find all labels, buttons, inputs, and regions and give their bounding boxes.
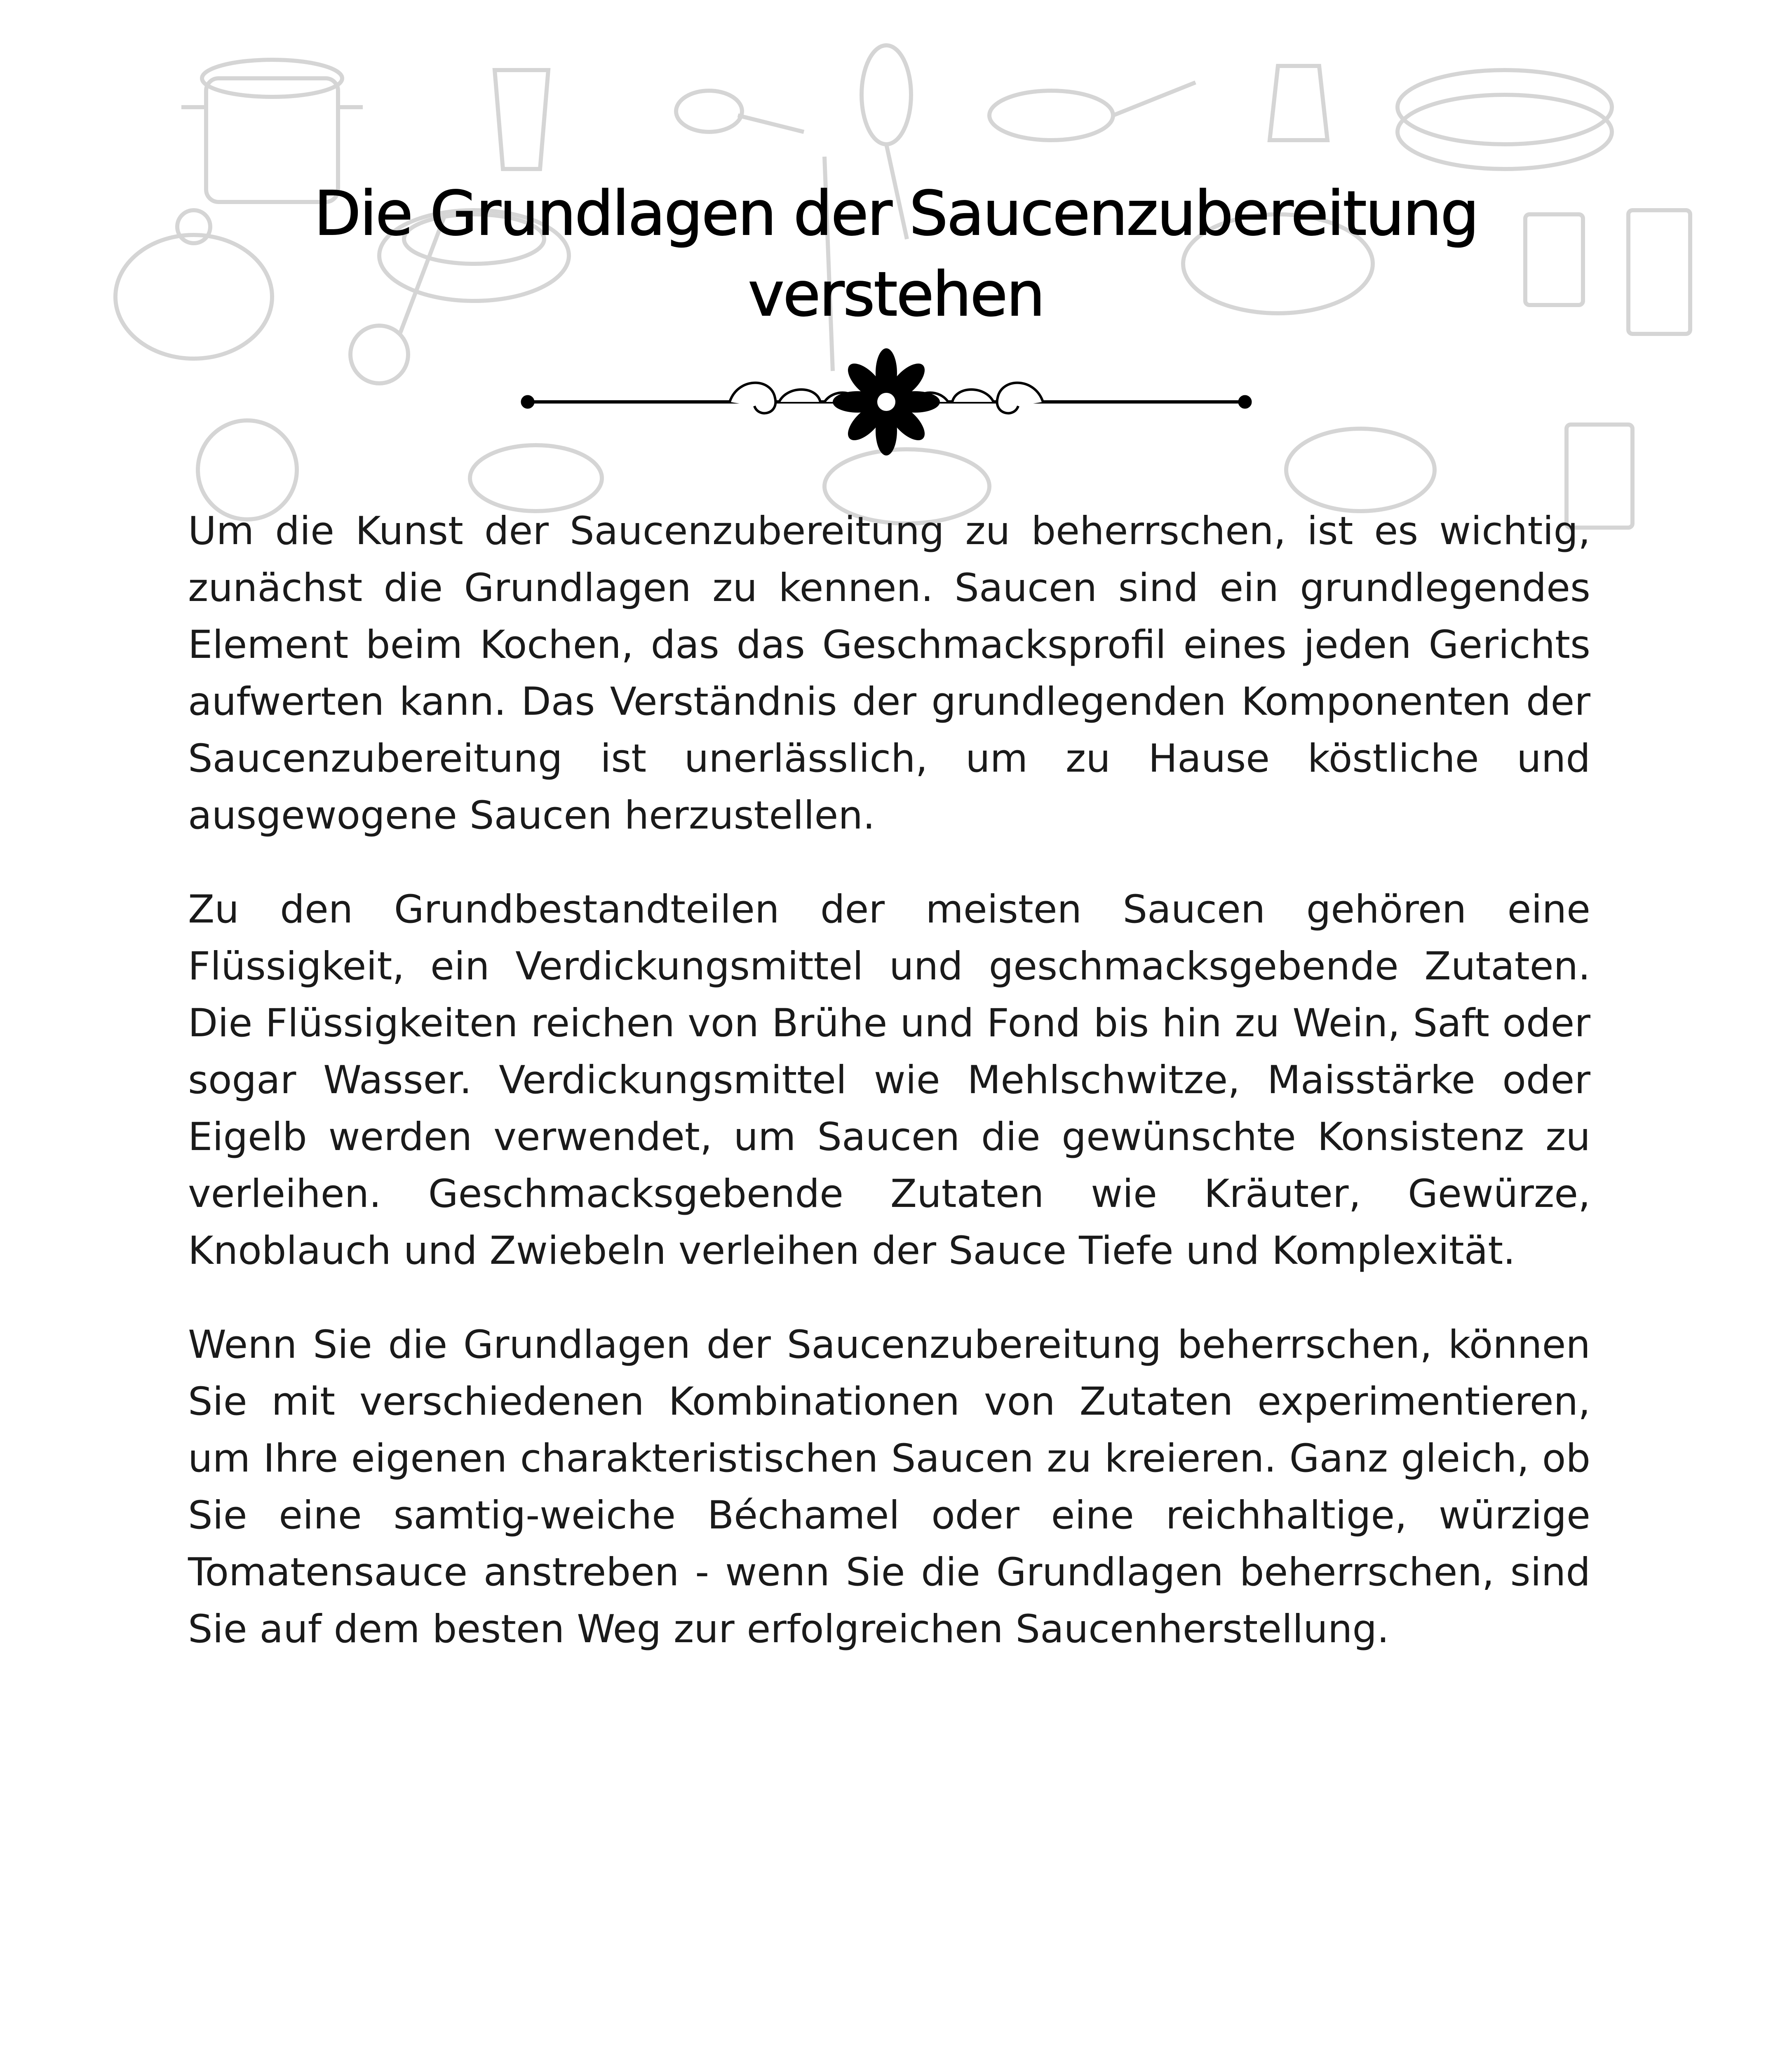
paragraph-1: Um die Kunst der Saucenzubereitung zu beherrschen, ist es wichtig, zunächst die Grundlagen zu kennen. Saucen sind ein grundlegendes Element beim Kochen, das das Geschmacksprofil eines jeden Gerichts aufwerten kann. Das Verständnis der grundlegenden Komponenten der Saucenzubereitung ist unerlässlich, um zu Hause köstliche und ausgewogene Saucen herzustellen.	[188, 509, 1590, 838]
flower-divider-icon	[515, 348, 1257, 455]
flower-ornament-divider	[515, 348, 1257, 455]
paragraph-3: Wenn Sie die Grundlagen der Saucenzubereitung beherrschen, können Sie mit verschiedenen Kombinationen von Zutaten experimentieren, um Ihre eigenen charakteristischen Saucen zu kreieren. Ganz gleich, ob Sie eine samtig-weiche Béchamel oder eine reichhaltige, würzige Tomatensauce anstreben - wenn Sie die Grundlagen beherrschen, sind Sie auf dem besten Weg zur erfolgreichen Saucenherstellung.	[188, 1322, 1590, 1652]
page-title: Die Grundlagen der Saucenzubereitung verstehen	[314, 178, 1478, 330]
body-text	[188, 503, 1590, 1695]
paragraph-2: Zu den Grundbestandteilen der meisten Saucen gehören eine Flüssigkeit, ein Verdickungsmittel und geschmacksgebende Zutaten. Die Flüssigkeiten reichen von Brühe und Fond bis hin zu Wein, Saft oder sogar Wasser. Verdickungsmittel wie Mehlschwitze, Maisstärke oder Eigelb werden verwendet, um Saucen die gewünschte Konsistenz zu verleihen. Geschmacksgebende Zutaten wie Kräuter, Gewürze, Knoblauch und Zwiebeln verleihen der Sauce Tiefe und Komplexität.	[188, 887, 1590, 1273]
